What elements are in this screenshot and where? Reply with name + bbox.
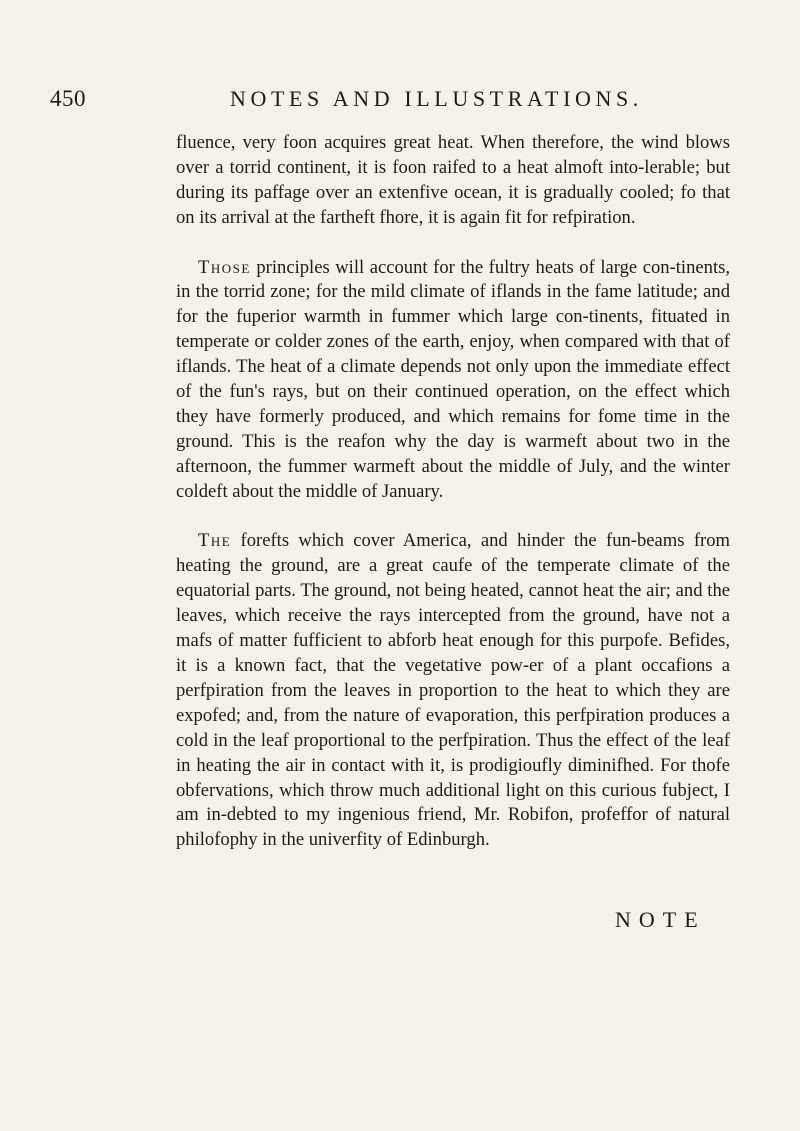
catchword: NOTE	[615, 907, 706, 932]
paragraph-3-lead: The	[198, 530, 232, 552]
paragraph-3-text: forefts which cover America, and hinder the fun-beams from heating the ground, are a great caufe of the temperate climate of the equatorial parts. The ground, not being heated, cannot heat the air; and the leaves, which receive the rays intercepted from the ground, have not a mafs of matter fufficient to abforb heat enough for this purpofe. Befides, it is a known fact, that the vegetative pow-er of a plant occafions a perfpiration from the leaves in proportion to the heat to which they are expofed; and, from the nature of evaporation, this perfpiration produces a cold in the leaf proportional to the perfpiration. Thus the effect of the leaf in heating the air in contact with it, is prodigioufly diminifhed. For thofe obfervations, which throw much additional light on this curious fubject, I am in-debted to my ingenious friend, Mr. Robifon, profeffor of natural philofophy in the univerfity of Edinburgh.	[176, 530, 730, 851]
body-text	[176, 131, 730, 853]
paragraph-3	[176, 529, 730, 853]
page-header	[50, 86, 750, 118]
paragraph-2-text: principles will account for the fultry heats of large con-tinents, in the torrid zone; for the mild climate of iflands in the fame latitude; and for the fuperior warmth in fummer which large con-tinents, fituated in temperate or colder zones of the earth, enjoy, when compared with that of iflands. The heat of a climate depends not only upon the immediate effect of the fun's rays, but on their continued operation, on the effect which they have formerly produced, and which remains for fome time in the ground. This is the reafon why the day is warmeft about two in the afternoon, the fummer warmeft about the middle of July, and the winter coldeft about the middle of January.	[176, 256, 730, 502]
paragraph-2	[176, 256, 730, 505]
paragraph-1-text: fluence, very foon acquires great heat. When therefore, the wind blows over a torrid continent, it is foon raifed to a heat almoft into-lerable; but during its paffage over an extenfive ocean, it is gradually cooled; fo that on its arrival at the fartheft fhore, it is again fit for refpiration.	[176, 132, 730, 228]
running-head: NOTES AND ILLUSTRATIONS.	[230, 86, 643, 111]
paragraph-2-lead: Those	[198, 256, 251, 278]
page-number: 450	[50, 86, 86, 111]
paragraph-1	[176, 131, 730, 231]
